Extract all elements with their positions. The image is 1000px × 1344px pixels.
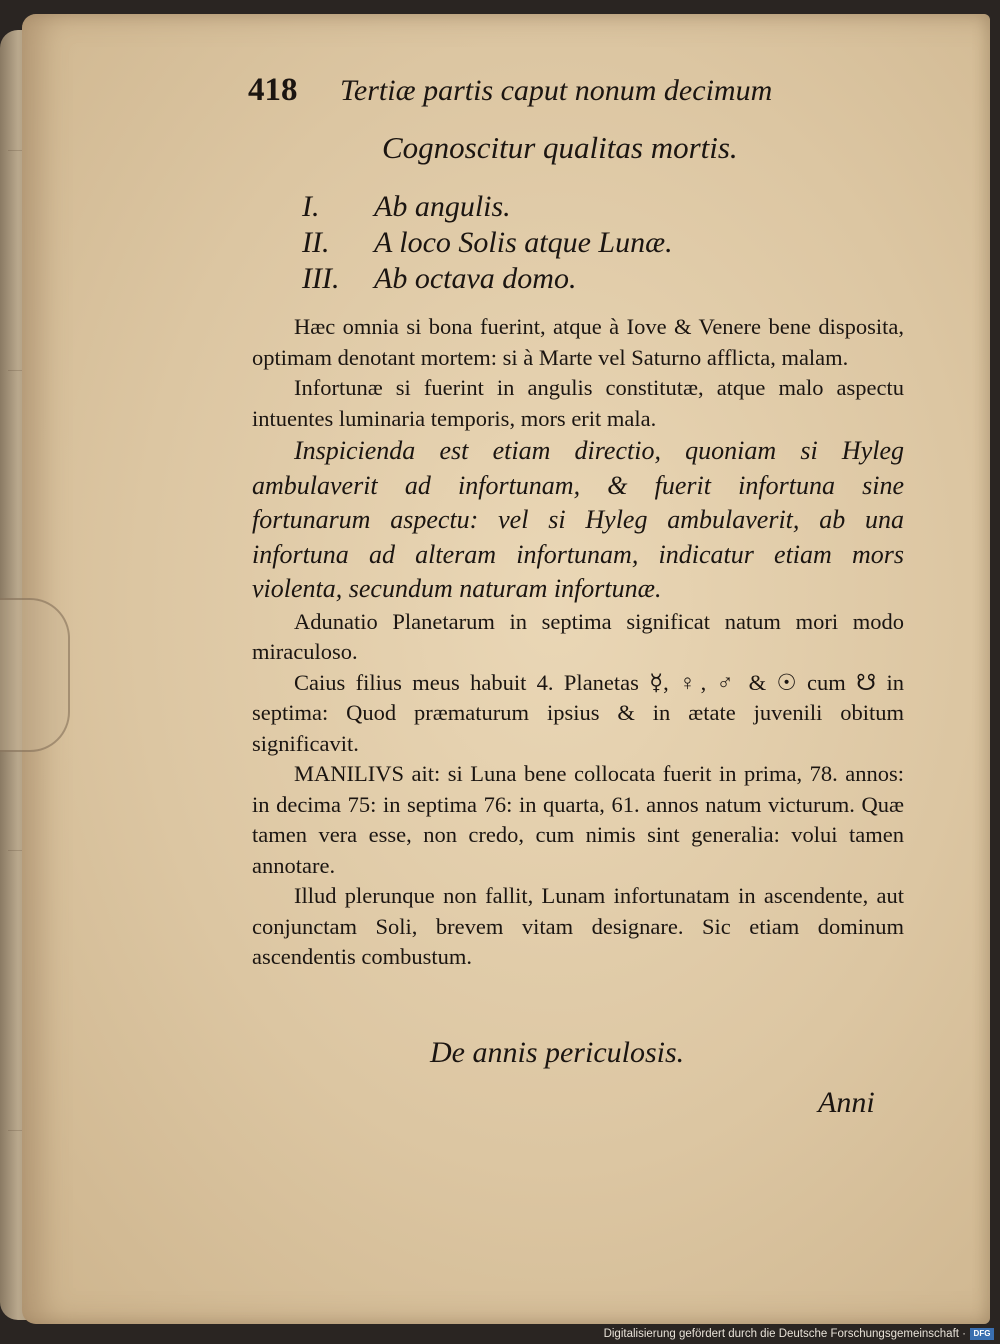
page-number: 418 — [248, 72, 298, 108]
subheading: De annis periculosis. — [430, 1036, 685, 1069]
list-item — [302, 226, 822, 262]
page-header — [248, 72, 848, 116]
running-title: Tertiæ partis caput nonum decimum — [340, 74, 773, 107]
paragraph: Infortunæ si fuerint in angulis constitutæ, atque malo aspectu intuentes luminaria temporis, mors erit mala. — [252, 375, 904, 431]
digitization-credit — [600, 1324, 1000, 1344]
list-text: Ab octava domo. — [374, 262, 577, 295]
list-text: A loco Solis atque Lunæ. — [374, 226, 673, 259]
paragraph: Caius filius meus habuit 4. Planetas ☿, ♀, ♂ & ☉ cum ☋ in septima: Quod præmaturum ipsius & in ætate juvenili obitum significavit. — [252, 669, 904, 756]
credit-text: Digitalisierung gefördert durch die Deutsche Forschungsgemeinschaft · — [603, 1328, 966, 1340]
list-item — [302, 190, 822, 226]
paragraph: MANILIVS ait: si Luna bene collocata fuerit in prima, 78. annos: in decima 75: in septima 76: in quarta, 61. annos natum victurum. Quæ tamen vera esse, non credo, cum nimis sint generalia: volui tamen annotare. — [252, 761, 904, 878]
paragraph: Hæc omnia si bona fuerint, atque à Iove & Venere bene disposita, optimam denotant mortem: si à Marte vel Saturno afflicta, malam. — [252, 314, 904, 370]
list-number: II. — [302, 226, 330, 259]
section-title: Cognoscitur qualitas mortis. — [382, 130, 738, 165]
paragraph: Adunatio Planetarum in septima significat natum mori modo miraculoso. — [252, 608, 904, 664]
dfg-logo: DFG — [970, 1328, 994, 1340]
list-item — [302, 262, 822, 298]
criteria-list — [302, 190, 822, 298]
list-number: III. — [302, 262, 340, 295]
body-text — [252, 312, 904, 973]
bookmark-tab — [0, 598, 70, 752]
catchword: Anni — [818, 1086, 875, 1119]
list-number: I. — [302, 190, 320, 223]
list-text: Ab angulis. — [374, 190, 511, 223]
paragraph-italic: Inspicienda est etiam directio, quoniam si Hyleg ambulaverit ad infortunam, & fuerit infortuna sine fortunarum aspectu: vel si Hyleg ambulaverit, ab una infortuna ad alteram infortunam, indicatur etiam mors violenta, secundum naturam infortunæ. — [252, 436, 904, 603]
paragraph: Illud plerunque non fallit, Lunam infortunatam in ascendente, aut conjunctam Soli, brevem vitam designare. Sic etiam dominum ascendentis combustum. — [252, 883, 904, 969]
